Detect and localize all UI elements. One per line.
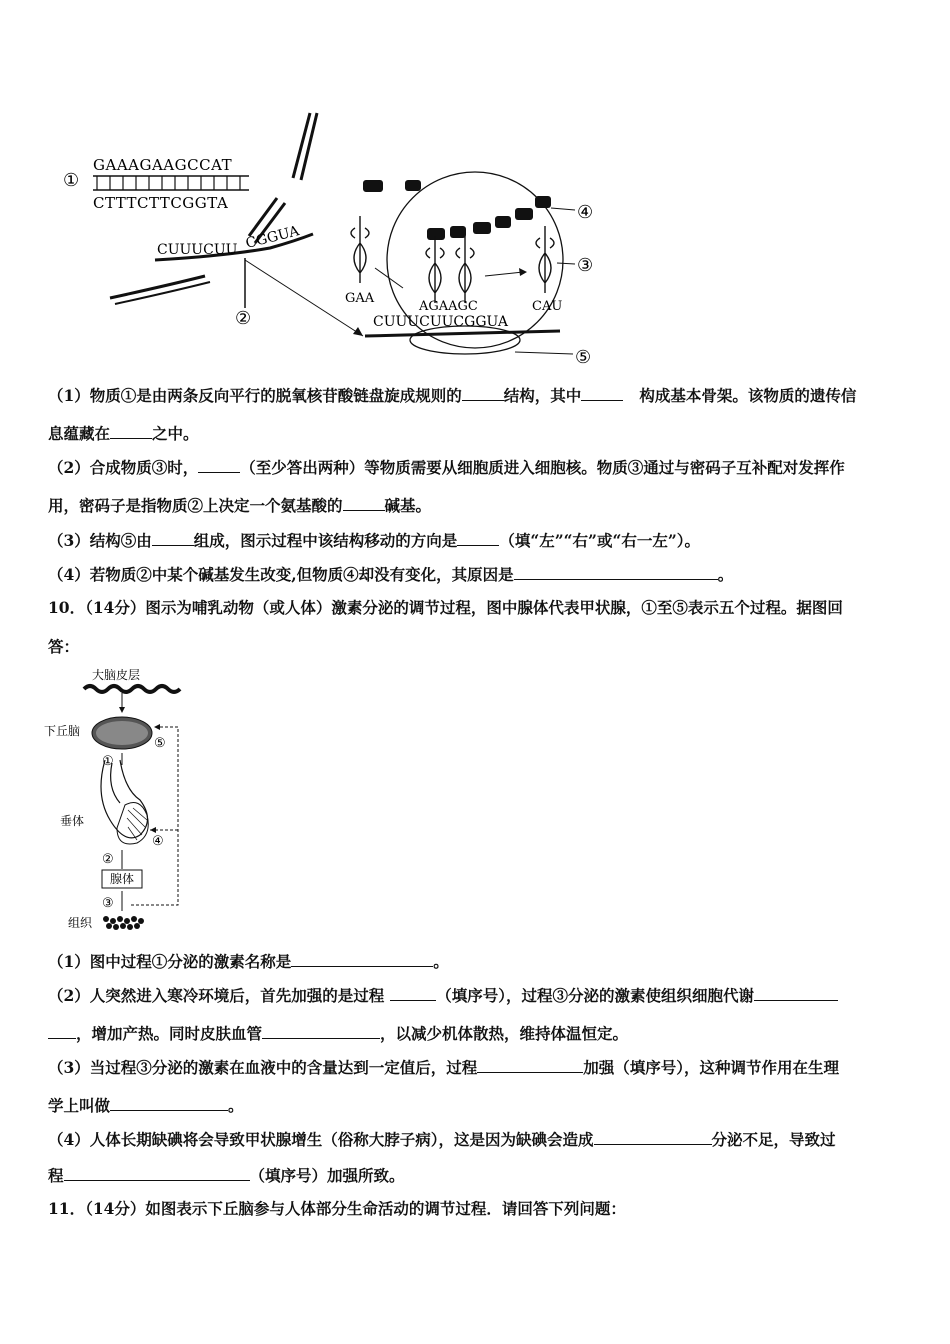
trna-anticodon-2: AGAAGC xyxy=(419,299,478,314)
label-1: ① xyxy=(63,170,80,191)
q9-blank-7[interactable] xyxy=(457,529,499,546)
label-4: ④ xyxy=(577,202,594,223)
q10-part4-line2: 程 （填序号）加强所致。 xyxy=(48,1166,405,1185)
fig-step-4: ④ xyxy=(152,834,164,849)
q10-blank-7[interactable] xyxy=(594,1128,712,1145)
label-2: ② xyxy=(235,308,252,329)
label-5: ⑤ xyxy=(575,347,592,368)
q9-blank-1[interactable] xyxy=(462,384,504,401)
fig-hypothalamus-label: 下丘脑 xyxy=(44,724,81,738)
q10-blank-2[interactable] xyxy=(390,984,436,1001)
fig-cortex-label: 大脑皮层 xyxy=(92,668,141,682)
fig-step-5: ⑤ xyxy=(154,736,166,751)
dna-top-strand: GAAAGAAGCCAT xyxy=(93,156,233,174)
q10-blank-1[interactable] xyxy=(291,950,433,967)
hormone-regulation-figure xyxy=(40,665,200,935)
trna-anticodon-1: GAA xyxy=(345,291,375,306)
mrna-right-seq: CUUUCUUCGGUA xyxy=(373,314,508,330)
fig-pituitary-label: 垂体 xyxy=(60,814,85,828)
q10-part3-line1: （3）当过程③分泌的激素在血液中的含量达到一定值后，过程 加强（填序号），这种调节作用在生理 xyxy=(48,1058,840,1077)
q10-blank-3b[interactable] xyxy=(48,1022,76,1039)
fig-step-1: ① xyxy=(102,754,114,769)
dna-bottom-strand: CTTTCTTCGGTA xyxy=(93,194,229,212)
q10-blank-3[interactable] xyxy=(754,984,838,1001)
q9-part2-line2: 用，密码子是指物质②上决定一个氨基酸的 碱基。 xyxy=(48,496,432,515)
q9-part2-line1: （2）合成物质③时， （至少答出两种）等物质需要从细胞质进入细胞核。物质③通过与密码子互补配对发挥作 xyxy=(48,458,845,477)
q9-blank-6[interactable] xyxy=(152,529,194,546)
q10-blank-6[interactable] xyxy=(110,1094,228,1111)
fig-tissue-label: 组织 xyxy=(68,916,93,930)
q9-blank-8[interactable] xyxy=(514,563,718,580)
q10-blank-4[interactable] xyxy=(262,1022,380,1039)
transcription-translation-figure xyxy=(55,108,615,373)
mrna-left-seq-2: CGGUA xyxy=(244,223,301,252)
q9-part3: （3）结构⑤由 组成，图示过程中该结构移动的方向是 （填“左”“右”或“右一左”）。 xyxy=(48,531,701,550)
q9-blank-4[interactable] xyxy=(198,456,240,473)
trna-anticodon-3: CAU xyxy=(532,299,563,314)
q10-part2-line2: ，增加产热。同时皮肤血管 ，以减少机体散热，维持体温恒定。 xyxy=(48,1022,628,1045)
q10-blank-5[interactable] xyxy=(477,1056,583,1073)
fig-step-2: ② xyxy=(102,852,114,867)
q10-part3-line2: 学上叫做 。 xyxy=(48,1096,244,1115)
q10-blank-8[interactable] xyxy=(64,1164,250,1181)
q9-blank-5[interactable] xyxy=(343,494,385,511)
q9-part1-line2: 息蕴藏在 之中。 xyxy=(48,424,199,443)
q10-header-2: 答： xyxy=(48,637,80,656)
q10-part4-line1: （4）人体长期缺碘将会导致甲状腺增生（俗称大脖子病），这是因为缺碘会造成 分泌不足，导致过 xyxy=(48,1130,836,1149)
q10-part2-line1: （2）人突然进入寒冷环境后，首先加强的是过程 （填序号），过程③分泌的激素使组织细胞代谢 xyxy=(48,984,838,1007)
q11-header: 11．（14分）如图表示下丘脑参与人体部分生命活动的调节过程．请回答下列问题： xyxy=(48,1199,626,1218)
q10-header: 10．（14分）图示为哺乳动物（或人体）激素分泌的调节过程，图中腺体代表甲状腺，①至⑤表示五个过程。据图回 xyxy=(48,598,843,617)
fig-step-3: ③ xyxy=(102,896,114,911)
q9-part4: （4）若物质②中某个碱基发生改变,但物质④却没有变化，其原因是 。 xyxy=(48,565,734,584)
mrna-left-seq: CUUUCUU xyxy=(157,242,238,258)
q9-part1-line1: （1）物质①是由两条反向平行的脱氧核苷酸链盘旋成规则的 结构，其中 构成基本骨架。该物质的遗传信 xyxy=(48,386,857,405)
q9-blank-2[interactable] xyxy=(581,384,623,401)
label-3: ③ xyxy=(577,255,594,276)
fig-gland-label: 腺体 xyxy=(110,872,135,886)
q9-blank-3[interactable] xyxy=(110,422,152,439)
q10-part1: （1）图中过程①分泌的激素名称是 。 xyxy=(48,952,449,971)
